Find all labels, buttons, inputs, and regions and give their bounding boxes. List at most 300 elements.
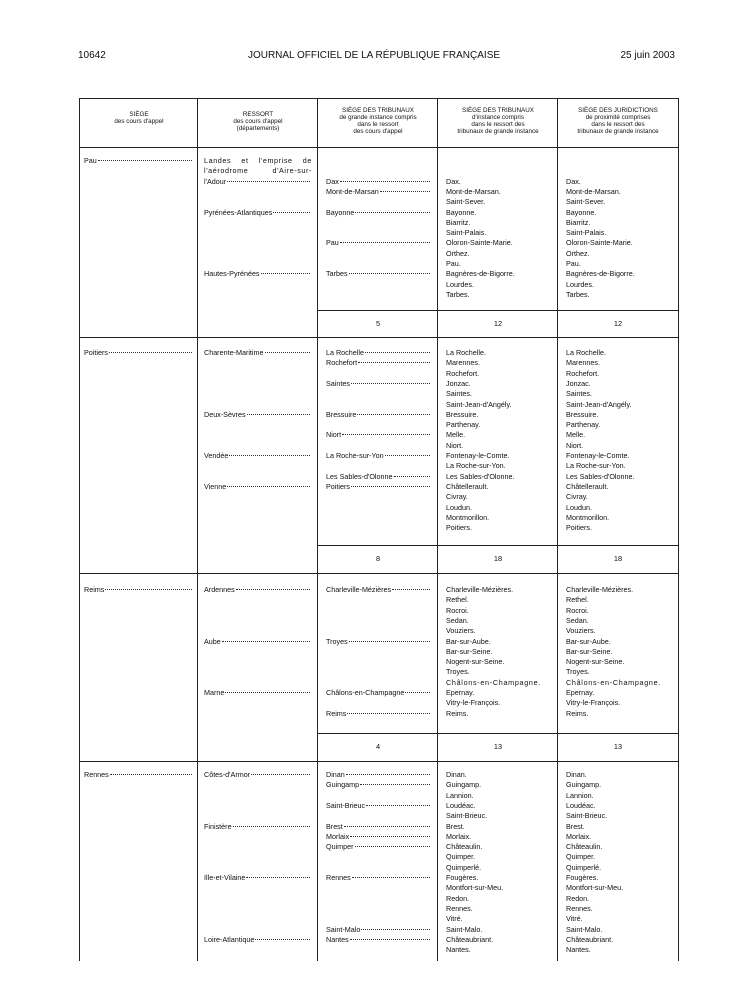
jp-seat: Rethel. (566, 595, 589, 605)
ti-seat: La Roche-sur-Yon. (446, 461, 506, 471)
jp-seat: Marennes. (566, 358, 600, 368)
column-divider (437, 99, 438, 961)
jp-seat: Reims. (566, 708, 589, 718)
jp-seat: Quimper. (566, 852, 596, 862)
tgi-seat-text: Troyes (326, 636, 348, 646)
department-text: Vienne (204, 481, 227, 491)
tgi-seat (326, 780, 430, 790)
jp-seat: Saintes. (566, 389, 592, 399)
dot-leader (261, 273, 310, 274)
jp-seat: Saint-Palais. (566, 228, 607, 238)
dot-leader (246, 877, 310, 878)
ti-seat: Saint-Sever. (446, 197, 486, 207)
ti-seat: Tarbes. (446, 289, 470, 299)
dot-leader (273, 212, 310, 213)
ti-seat: Vitry-le-François. (446, 698, 501, 708)
ti-seat: Rennes. (446, 903, 473, 913)
tgi-seat (326, 177, 430, 187)
jp-seat: Rennes. (566, 903, 593, 913)
ti-seat: Brest. (446, 821, 465, 831)
ti-seat: Fougères. (446, 873, 479, 882)
tgi-seat-text: Quimper (326, 842, 354, 852)
dot-leader (110, 774, 192, 775)
subtotal-rule (318, 733, 678, 734)
dot-leader (358, 362, 430, 363)
ti-seat: Marennes. (446, 358, 480, 368)
column-header-5 (558, 107, 678, 135)
jp-seat: Nantes. (566, 945, 591, 955)
jp-seat: Vitry-le-François. (566, 698, 621, 708)
dot-leader (105, 589, 192, 590)
tgi-seat (326, 472, 430, 482)
jp-seat: Biarritz. (566, 217, 591, 227)
dot-leader (349, 641, 430, 642)
ti-seat: Vitré. (446, 914, 463, 924)
jp-seat: Saint-Jean-d'Angély. (566, 399, 632, 409)
dot-leader (225, 692, 310, 693)
tgi-seat (326, 822, 430, 832)
ti-seat: Rocroi. (446, 605, 469, 615)
department-text: Charente-Maritime (204, 348, 264, 357)
ti-seat: Saint-Jean-d'Angély. (446, 399, 512, 409)
dot-leader (394, 476, 430, 477)
dot-leader (222, 641, 310, 642)
department-text: Vendée (204, 451, 229, 460)
jp-seat: Rochefort. (566, 368, 600, 378)
subtotal-count: 13 (493, 742, 503, 751)
jp-seat: Mont-de-Marsan. (566, 186, 621, 196)
tgi-seat (326, 935, 430, 945)
department-text: Finistère (204, 821, 232, 831)
ti-seat: Reims. (446, 708, 469, 718)
dot-leader (360, 784, 430, 785)
tgi-seat-text: Mont-de-Marsan (326, 186, 379, 196)
tgi-seat (326, 709, 430, 719)
court-of-appeal-text: Reims (84, 585, 105, 594)
jp-seat: Tarbes. (566, 289, 590, 299)
dot-leader (340, 181, 430, 182)
ti-seat: Jonzac. (446, 378, 471, 388)
tgi-seat (326, 873, 430, 883)
dot-leader (251, 774, 310, 775)
department-text: Aube (204, 636, 221, 646)
ti-seat: La Rochelle. (446, 348, 486, 357)
jp-seat: Oloron-Sainte-Marie. (566, 238, 633, 248)
dot-leader (392, 589, 430, 590)
court-of-appeal-text: Rennes (84, 770, 109, 779)
ti-seat: Saintes. (446, 389, 472, 399)
ti-seat: Biarritz. (446, 217, 471, 227)
ti-seat: Lannion. (446, 790, 474, 800)
dot-leader (361, 929, 430, 930)
dot-leader (352, 877, 430, 878)
tgi-seat (326, 585, 430, 595)
block-rule (80, 761, 678, 762)
department (204, 269, 310, 279)
dot-leader (380, 191, 430, 192)
ti-seat: Quimper. (446, 852, 476, 862)
subtotal-rule (318, 310, 678, 311)
dot-leader (227, 486, 310, 487)
column-header-line: dans le ressort des (591, 121, 645, 128)
jp-seat: Bagnères-de-Bigorre. (566, 269, 635, 279)
jp-seat: Vouziers. (566, 626, 596, 636)
ti-seat: Niort. (446, 440, 464, 450)
jp-seat: Charleville-Mézières. (566, 585, 634, 594)
dot-leader (233, 826, 310, 827)
jp-seat: Pau. (566, 259, 581, 268)
jp-seat: Brest. (566, 821, 585, 831)
column-header-line: dans le ressort (357, 121, 399, 128)
ti-seat: Châteaubriant. (446, 934, 494, 944)
ti-seat: Sedan. (446, 615, 469, 625)
tgi-seat (326, 801, 430, 811)
ti-seat: Epernay. (446, 688, 475, 697)
ti-seat: Saint-Malo. (446, 924, 483, 934)
department (204, 177, 310, 187)
dot-leader (227, 181, 310, 182)
dot-leader (350, 939, 430, 940)
dot-leader (357, 414, 430, 415)
ti-seat: Parthenay. (446, 420, 481, 430)
tgi-seat-text: Saintes (326, 378, 350, 388)
tgi-seat (326, 269, 430, 279)
ti-seat: Quimperlé. (446, 862, 482, 872)
column-header-line: SIÈGE DES JURIDICTIONS (578, 107, 658, 114)
department-text: Pyrénées-Atlantiques (204, 207, 273, 217)
court-of-appeal (84, 770, 192, 780)
column-header-line: des cours d'appel (114, 118, 164, 125)
jp-seat: Lourdes. (566, 279, 594, 289)
jp-seat: Bar-sur-Seine. (566, 646, 613, 656)
tgi-seat-text: Saint-Malo (326, 924, 361, 934)
tgi-seat (326, 451, 430, 461)
jp-seat: Melle. (566, 430, 586, 440)
ti-seat: Pau. (446, 259, 461, 268)
ti-seat: Troyes. (446, 667, 470, 677)
department-text: Hautes-Pyrénées (204, 269, 260, 279)
header-rule (80, 147, 678, 148)
tgi-seat (326, 348, 430, 358)
ti-seat: Rethel. (446, 595, 469, 605)
subtotal-count: 18 (613, 554, 623, 563)
dot-leader (351, 486, 430, 487)
column-header-2 (198, 111, 318, 132)
dot-leader (355, 846, 430, 847)
subtotal-rule (318, 545, 678, 546)
ti-seat: Bayonne. (446, 207, 477, 217)
ti-seat: Dax. (446, 176, 461, 186)
jp-seat: Jonzac. (566, 378, 591, 388)
department (204, 348, 310, 358)
subtotal-count: 4 (375, 742, 381, 751)
ti-seat: Saint-Palais. (446, 228, 487, 238)
jp-seat: Orthez. (566, 248, 590, 258)
department-text: Ardennes (204, 585, 235, 594)
column-header-line: tribunaux de grande instance (457, 128, 539, 135)
department: l'aérodrome d'Aire-sur- (204, 166, 312, 176)
jp-seat: Loudun. (566, 502, 592, 512)
tgi-seat-text: Nantes (326, 934, 349, 944)
department-text: Ille-et-Vilaine (204, 873, 246, 882)
dot-leader (349, 273, 430, 274)
subtotal-count: 12 (613, 319, 623, 328)
jp-seat: Châlons-en-Champagne. (566, 677, 662, 687)
department-text: Deux-Sèvres (204, 409, 246, 419)
dot-leader (405, 692, 430, 693)
ti-seat: Châlons-en-Champagne. (446, 677, 542, 687)
jp-seat: Guingamp. (566, 780, 602, 790)
ti-seat: Lourdes. (446, 279, 474, 289)
tgi-seat (326, 430, 430, 440)
column-header-line: tribunaux de grande instance (577, 128, 659, 135)
court-of-appeal (84, 585, 192, 595)
jp-seat: Nogent-sur-Seine. (566, 657, 625, 667)
court-of-appeal-text: Poitiers (84, 348, 108, 357)
department (204, 770, 310, 780)
jp-seat: Bar-sur-Aube. (566, 636, 611, 646)
ti-seat: Montfort-sur-Meu. (446, 883, 504, 893)
jp-seat: Loudéac. (566, 800, 596, 810)
ti-seat: Loudéac. (446, 800, 476, 810)
ti-seat: Vouziers. (446, 626, 476, 636)
dot-leader (344, 826, 430, 827)
subtotal-count: 5 (375, 319, 381, 328)
dot-leader (385, 455, 430, 456)
column-divider (197, 99, 198, 961)
ti-seat: Charleville-Mézières. (446, 585, 514, 594)
block-rule (80, 337, 678, 338)
dot-leader (342, 434, 430, 435)
department (204, 822, 310, 832)
dot-leader (229, 455, 310, 456)
subtotal-count: 13 (613, 742, 623, 751)
department: Landes et l'emprise de (204, 156, 312, 165)
department (204, 873, 310, 883)
jp-seat: Fougères. (566, 873, 599, 882)
column-header-1 (80, 111, 198, 125)
court-jurisdiction-table (79, 98, 679, 961)
tgi-seat (326, 770, 430, 780)
ti-seat: Bar-sur-Seine. (446, 646, 493, 656)
jp-seat: Lannion. (566, 790, 594, 800)
department (204, 410, 310, 420)
publication-date: 25 juin 2003 (620, 50, 675, 61)
court-of-appeal (84, 156, 192, 166)
jp-seat: Châteaubriant. (566, 934, 614, 944)
tgi-seat-text: La Rochelle (326, 348, 364, 357)
ti-seat: Loudun. (446, 502, 472, 512)
dot-leader (346, 774, 430, 775)
tgi-seat-text: Châlons-en-Champagne (326, 688, 405, 697)
column-header-line: de grande instance compris (339, 114, 417, 121)
jp-seat: Epernay. (566, 688, 595, 697)
jp-seat: Parthenay. (566, 420, 601, 430)
jp-seat: Dax. (566, 176, 581, 186)
tgi-seat-text: Bressuire (326, 409, 357, 419)
tgi-seat-text: Rochefort (326, 358, 358, 368)
jp-seat: Redon. (566, 893, 590, 903)
ti-seat: Redon. (446, 893, 470, 903)
dot-leader (366, 805, 430, 806)
department (204, 935, 310, 945)
department (204, 637, 310, 647)
ti-seat: Melle. (446, 430, 466, 440)
tgi-seat (326, 925, 430, 935)
ti-seat: Les Sables-d'Olonne. (446, 471, 515, 481)
ti-seat: Nogent-sur-Seine. (446, 657, 505, 667)
tgi-seat-text: Bayonne (326, 207, 355, 217)
jp-seat: Châtellerault. (566, 481, 609, 491)
tgi-seat (326, 238, 430, 248)
ti-seat: Montmorillon. (446, 512, 490, 522)
jp-seat: Châteaulin. (566, 842, 603, 852)
department-text: l'Adour (204, 176, 227, 186)
ti-seat: Châtellerault. (446, 481, 489, 491)
column-divider (557, 99, 558, 961)
tgi-seat (326, 832, 430, 842)
column-header-line: RESSORT (242, 111, 274, 118)
tgi-seat-text: Rennes (326, 873, 351, 882)
jp-seat: Les Sables-d'Olonne. (566, 471, 635, 481)
jp-seat: Bayonne. (566, 207, 597, 217)
tgi-seat-text: Dinan (326, 770, 345, 779)
page-number: 10642 (78, 50, 106, 61)
tgi-seat (326, 482, 430, 492)
ti-seat: Orthez. (446, 248, 470, 258)
tgi-seat-text: Guingamp (326, 780, 360, 790)
jp-seat: Civray. (566, 492, 588, 502)
dot-leader (350, 836, 430, 837)
dot-leader (109, 352, 192, 353)
tgi-seat-text: Pau (326, 238, 339, 248)
ti-seat: Oloron-Sainte-Marie. (446, 238, 513, 248)
jp-seat: Dinan. (566, 770, 587, 779)
jp-seat: Saint-Malo. (566, 924, 603, 934)
department (204, 451, 310, 461)
tgi-seat-text: Saint-Brieuc (326, 800, 366, 810)
jp-seat: La Rochelle. (566, 348, 606, 357)
ti-seat: Nantes. (446, 945, 471, 955)
ti-seat: Dinan. (446, 770, 467, 779)
department (204, 208, 310, 218)
jp-seat: La Roche-sur-Yon. (566, 461, 626, 471)
tgi-seat (326, 842, 430, 852)
tgi-seat-text: Tarbes (326, 269, 348, 279)
subtotal-count: 18 (493, 554, 503, 563)
court-of-appeal-text: Pau (84, 156, 97, 165)
ti-seat: Poitiers. (446, 523, 472, 533)
jp-seat: Bressuire. (566, 409, 599, 419)
tgi-seat-text: Morlaix (326, 831, 350, 841)
dot-leader (247, 414, 310, 415)
jp-seat: Quimperlé. (566, 862, 602, 872)
ti-seat: Fontenay-le-Comte. (446, 451, 510, 460)
department (204, 585, 310, 595)
jp-seat: Montfort-sur-Meu. (566, 883, 624, 893)
ti-seat: Saint-Brieuc. (446, 811, 488, 821)
jp-seat: Saint-Sever. (566, 197, 606, 207)
tgi-seat-text: Charleville-Mézières (326, 585, 392, 594)
tgi-seat (326, 358, 430, 368)
tgi-seat-text: Poitiers (326, 481, 350, 491)
department (204, 688, 310, 698)
jp-seat: Morlaix. (566, 831, 592, 841)
dot-leader (265, 352, 310, 353)
tgi-seat (326, 208, 430, 218)
tgi-seat-text: La Roche-sur-Yon (326, 451, 384, 460)
jp-seat: Vitré. (566, 914, 583, 924)
ti-seat: Bressuire. (446, 409, 479, 419)
jp-seat: Poitiers. (566, 523, 592, 533)
dot-leader (340, 242, 430, 243)
ti-seat: Bagnères-de-Bigorre. (446, 269, 515, 279)
dot-leader (236, 589, 310, 590)
tgi-seat-text: Niort (326, 430, 342, 440)
ti-seat: Châteaulin. (446, 842, 483, 852)
journal-title: JOURNAL OFFICIEL DE LA RÉPUBLIQUE FRANÇAISE (247, 50, 501, 61)
dot-leader (98, 160, 192, 161)
ti-seat: Rochefort. (446, 368, 480, 378)
jp-seat: Troyes. (566, 667, 590, 677)
ti-seat: Civray. (446, 492, 468, 502)
tgi-seat-text: Les Sables-d'Olonne (326, 471, 393, 481)
column-header-line: SIÈGE (129, 111, 149, 118)
ti-seat: Mont-de-Marsan. (446, 186, 501, 196)
department (204, 482, 310, 492)
dot-leader (351, 383, 430, 384)
ti-seat: Morlaix. (446, 831, 472, 841)
dot-leader (347, 713, 430, 714)
column-header-line: SIÈGE DES TRIBUNAUX (462, 107, 534, 114)
tgi-seat (326, 688, 430, 698)
jp-seat: Montmorillon. (566, 512, 610, 522)
column-header-line: des cours d'appel (353, 128, 403, 135)
court-of-appeal (84, 348, 192, 358)
department-text: Marne (204, 688, 225, 697)
jp-seat: Fontenay-le-Comte. (566, 451, 630, 460)
jp-seat: Rocroi. (566, 605, 589, 615)
tgi-seat (326, 379, 430, 389)
tgi-seat (326, 637, 430, 647)
dot-leader (355, 212, 430, 213)
column-header-line: des cours d'appel (233, 118, 283, 125)
jp-seat: Sedan. (566, 615, 589, 625)
tgi-seat (326, 410, 430, 420)
column-header-line: dans le ressort des (471, 121, 525, 128)
column-header-line: d'instance compris (472, 114, 524, 121)
block-rule (80, 573, 678, 574)
tgi-seat-text: Dax (326, 176, 339, 186)
subtotal-count: 8 (375, 554, 381, 563)
column-divider (317, 99, 318, 961)
column-header-line: de proximité comprises (585, 114, 651, 121)
column-header-4 (438, 107, 558, 135)
column-header-line: SIÈGE DES TRIBUNAUX (342, 107, 414, 114)
subtotal-count: 12 (493, 319, 503, 328)
tgi-seat-text: Reims (326, 708, 347, 718)
jp-seat: Saint-Brieuc. (566, 811, 608, 821)
tgi-seat-text: Brest (326, 821, 343, 831)
ti-seat: Bar-sur-Aube. (446, 636, 491, 646)
column-header-line: (départements) (236, 125, 280, 132)
department-text: Loire-Atlantique (204, 934, 255, 944)
department-text: Côtes-d'Armor (204, 770, 251, 779)
jp-seat: Niort. (566, 440, 584, 450)
dot-leader (365, 352, 430, 353)
dot-leader (255, 939, 310, 940)
ti-seat: Guingamp. (446, 780, 482, 790)
